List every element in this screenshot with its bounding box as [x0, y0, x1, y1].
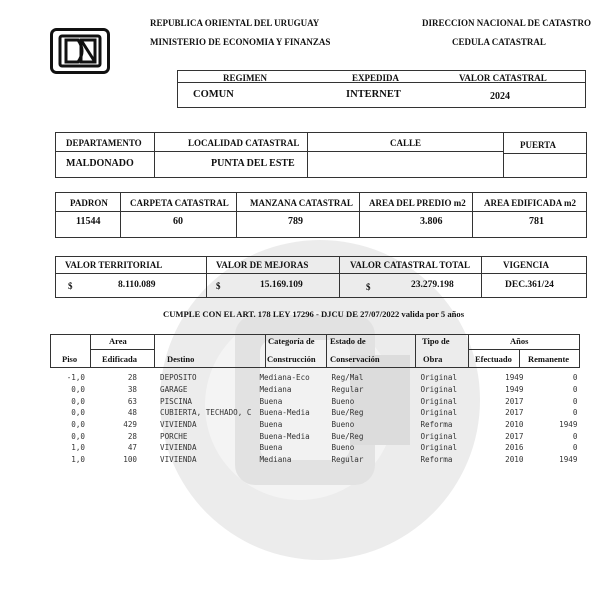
departamento-label: DEPARTAMENTO	[66, 138, 142, 148]
area-predio-value: 3.806	[420, 216, 443, 227]
expedida-value: INTERNET	[346, 89, 401, 100]
manzana-value: 789	[288, 216, 303, 227]
departamento-value: MALDONADO	[66, 158, 134, 169]
buildings-table	[52, 372, 577, 466]
table-row: 1,0 100 VIVIENDA Mediana Regular Reforma 2010 1949	[71, 455, 578, 465]
th-obra: Obra	[423, 354, 443, 364]
catastro-logo	[50, 28, 110, 74]
mejoras-value: 15.169.109	[260, 280, 303, 290]
localidad-label: LOCALIDAD CATASTRAL	[188, 138, 300, 148]
total-label: VALOR CATASTRAL TOTAL	[350, 260, 471, 270]
valor-catastral-year: 2024	[490, 91, 510, 102]
territorial-value: 8.110.089	[118, 280, 156, 290]
total-currency: $	[366, 282, 371, 292]
table-row: 1,0 47 VIVIENDA Buena Bueno Original 2016 0	[71, 443, 578, 453]
table-row: 0,0 429 VIVIENDA Buena Bueno Reforma 2010 1949	[71, 420, 578, 430]
th-area: Area	[109, 336, 127, 346]
th-remanente: Remanente	[528, 354, 570, 364]
th-tipo: Tipo de	[422, 336, 450, 346]
regimen-value: COMUN	[193, 89, 234, 100]
mejoras-currency: $	[216, 281, 221, 291]
area-predio-label: AREA DEL PREDIO m2	[369, 198, 466, 208]
th-piso: Piso	[62, 354, 78, 364]
header-agency: DIRECCION NACIONAL DE CATASTRO	[422, 18, 591, 28]
localidad-value: PUNTA DEL ESTE	[211, 158, 295, 169]
total-value: 23.279.198	[411, 280, 454, 290]
manzana-label: MANZANA CATASTRAL	[250, 198, 353, 208]
th-efectuado: Efectuado	[475, 354, 512, 364]
territorial-label: VALOR TERRITORIAL	[65, 260, 163, 270]
table-row: 0,0 63 PISCINA Buena Bueno Original 2017 0	[71, 396, 578, 406]
validity-notice: CUMPLE CON EL ART. 178 LEY 17296 - DJCU DE 27/07/2022 valida por 5 años	[163, 309, 465, 319]
area-edificada-value: 781	[529, 216, 544, 227]
padron-label: PADRON	[70, 198, 108, 208]
vigencia-value: DEC.361/24	[505, 280, 554, 290]
header-republic: REPUBLICA ORIENTAL DEL URUGUAY	[150, 18, 320, 28]
expedida-label: EXPEDIDA	[352, 73, 400, 83]
carpeta-label: CARPETA CATASTRAL	[130, 198, 229, 208]
th-construccion: Construcción	[267, 354, 316, 364]
table-row: 0,0 38 GARAGE Mediana Regular Original 1949 0	[71, 385, 578, 395]
th-anos: Años	[510, 336, 529, 346]
puerta-label: PUERTA	[520, 140, 557, 150]
vigencia-label: VIGENCIA	[503, 260, 550, 270]
calle-label: CALLE	[390, 138, 422, 148]
th-conservacion: Conservación	[330, 354, 380, 364]
header-ministry: MINISTERIO DE ECONOMIA Y FINANZAS	[150, 37, 331, 47]
table-row: -1,0 28 DEPOSITO Mediana-Eco Reg/Mal Original 1949 0	[66, 373, 578, 383]
area-edificada-label: AREA EDIFICADA m2	[484, 198, 577, 208]
valor-catastral-label: VALOR CATASTRAL	[459, 73, 547, 83]
th-categoria: Categoría de	[268, 336, 315, 346]
padron-value: 11544	[76, 216, 101, 227]
territorial-currency: $	[68, 281, 73, 291]
table-row: 0,0 28 PORCHE Buena-Media Bue/Reg Original 2017 0	[71, 431, 578, 441]
regimen-label: REGIMEN	[223, 73, 268, 83]
th-destino: Destino	[167, 354, 195, 364]
th-edificada: Edificada	[102, 354, 137, 364]
mejoras-label: VALOR DE MEJORAS	[216, 260, 309, 270]
table-row: 0,0 48 CUBIERTA, TECHADO, C Buena-Media Bue/Reg Original 2017 0	[71, 408, 578, 418]
th-estado: Estado de	[330, 336, 366, 346]
carpeta-value: 60	[173, 216, 183, 227]
header-doc-type: CEDULA CATASTRAL	[452, 37, 546, 47]
